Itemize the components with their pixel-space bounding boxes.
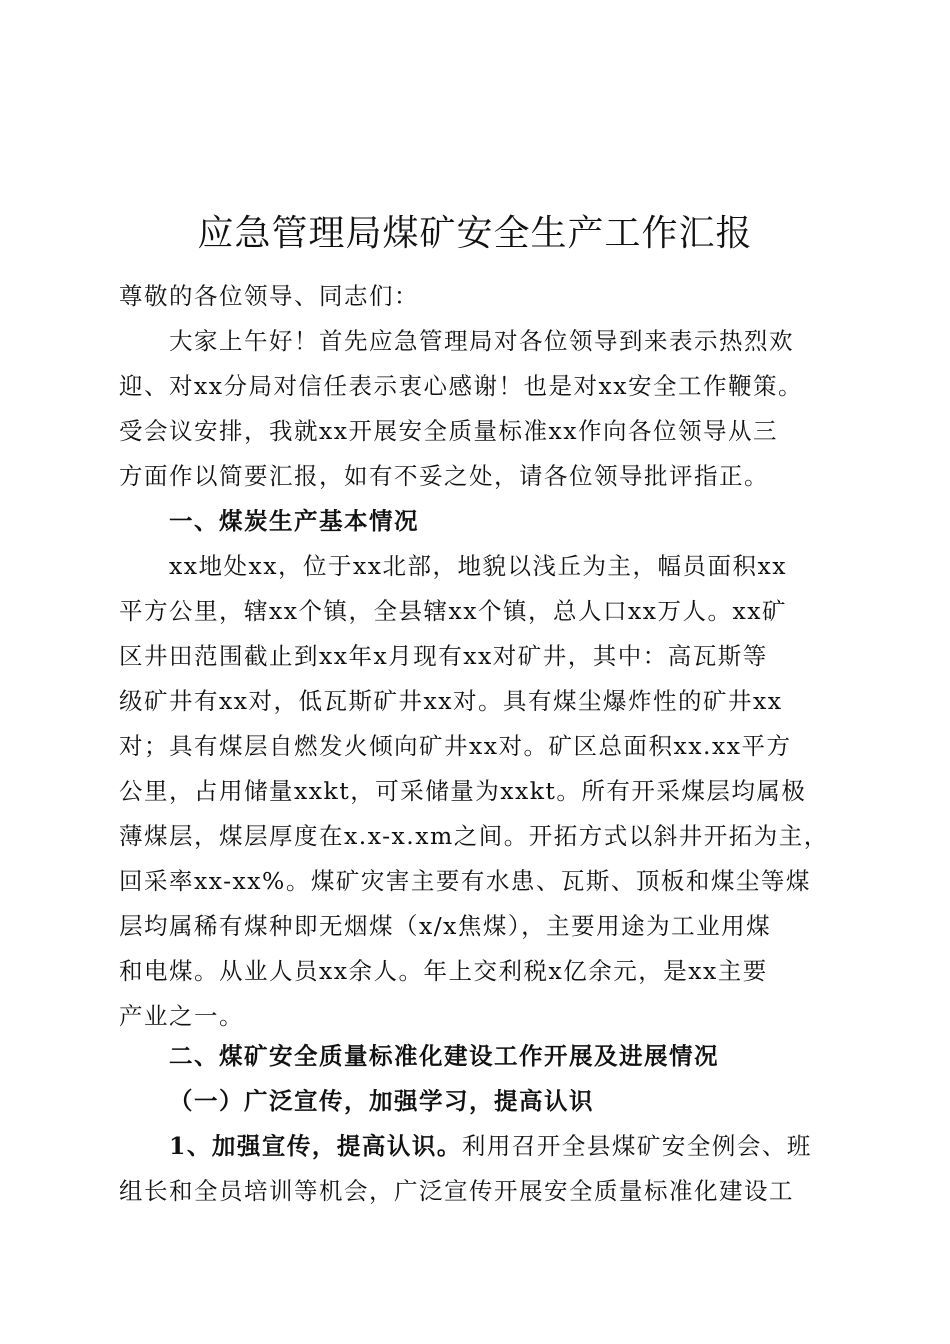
body-line: 公里，占用储量xxkt，可采储量为xxkt。所有开采煤层均属极 bbox=[119, 777, 807, 805]
intro-line: 受会议安排，我就xx开展安全质量标准xx作向各位领导从三 bbox=[119, 417, 779, 445]
body-line: 回采率xx-xx%。煤矿灾害主要有水患、瓦斯、顶板和煤尘等煤 bbox=[119, 867, 811, 895]
body-line: 薄煤层，煤层厚度在x.x-x.xm之间。开拓方式以斜井开拓为主， bbox=[119, 822, 829, 850]
body-line: 区井田范围截止到xx年x月现有xx对矿井，其中：高瓦斯等 bbox=[119, 642, 768, 670]
section-heading-2: 二、煤矿安全质量标准化建设工作开展及进展情况 bbox=[169, 1042, 719, 1070]
body-line: xx地处xx，位于xx北部，地貌以浅丘为主，幅员面积xx bbox=[169, 552, 788, 580]
body-line: 平方公里，辖xx个镇，全县辖xx个镇，总人口xx万人。xx矿 bbox=[119, 597, 788, 625]
item-1-line: 组长和全员培训等机会，广泛宣传开展安全质量标准化建设工 bbox=[119, 1177, 794, 1205]
body-line: 级矿井有xx对，低瓦斯矿井xx对。具有煤尘爆炸性的矿井xx bbox=[119, 687, 783, 715]
item-1-line bbox=[169, 1123, 812, 1169]
intro-line: 大家上午好！首先应急管理局对各位领导到来表示热烈欢 bbox=[169, 327, 794, 355]
body-line: 产业之一。 bbox=[119, 1002, 244, 1030]
intro-line: 方面作以简要汇报，如有不妥之处，请各位领导批评指正。 bbox=[119, 462, 769, 490]
body-line: 和电煤。从业人员xx余人。年上交利税x亿余元，是xx主要 bbox=[119, 957, 768, 985]
body-line: 层均属稀有煤种即无烟煤（x/x焦煤），主要用途为工业用煤 bbox=[119, 912, 772, 940]
item-1-heading: 1、加强宣传，提高认识。 bbox=[169, 1132, 462, 1160]
subsection-heading-1: （一）广泛宣传，加强学习，提高认识 bbox=[169, 1087, 594, 1115]
salutation: 尊敬的各位领导、同志们： bbox=[119, 282, 419, 310]
document-title: 应急管理局煤矿安全生产工作汇报 bbox=[197, 213, 753, 254]
intro-line: 迎、对xx分局对信任表示衷心感谢！也是对xx安全工作鞭策。 bbox=[119, 372, 804, 400]
section-heading-1: 一、煤炭生产基本情况 bbox=[169, 507, 419, 535]
body-line: 对；具有煤层自燃发火倾向矿井xx对。矿区总面积xx.xx平方 bbox=[119, 732, 792, 760]
item-1-text: 利用召开全县煤矿安全例会、班 bbox=[461, 1132, 812, 1160]
